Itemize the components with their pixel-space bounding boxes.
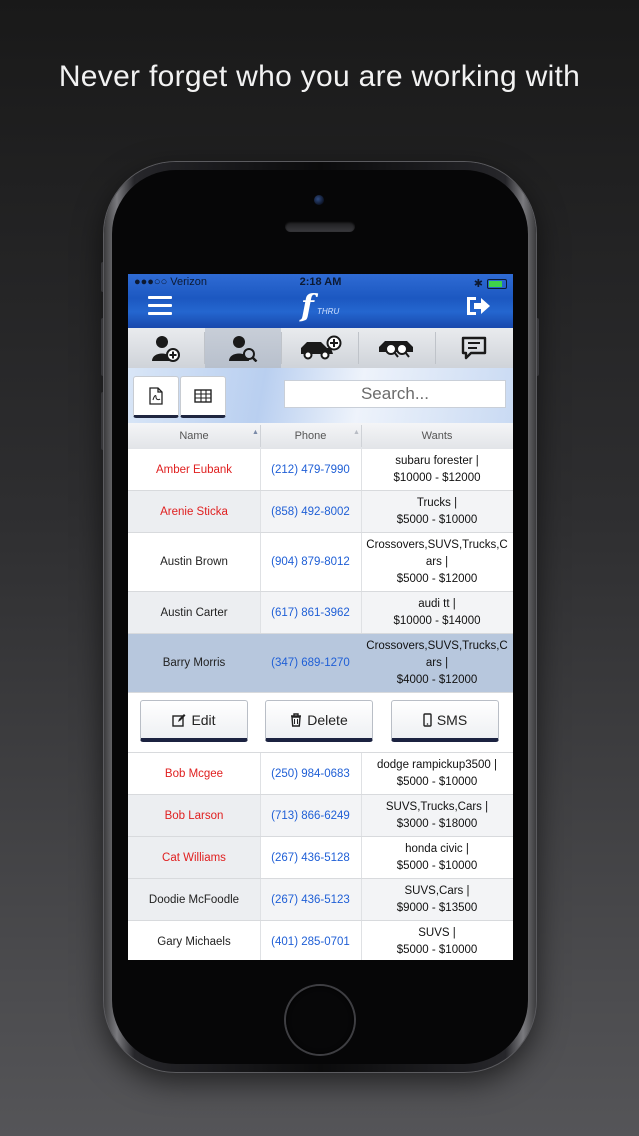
home-button[interactable] <box>286 986 354 1054</box>
status-bar <box>128 274 513 290</box>
carrier-label: ●●●○○ Verizon <box>134 276 207 288</box>
contact-wants: subaru forester | $10000 - $12000 <box>393 454 481 484</box>
contact-wants: SUVS,Trucks,Cars | $3000 - $18000 <box>385 800 489 830</box>
status-indicators <box>474 277 507 290</box>
tab-messages[interactable] <box>436 328 512 368</box>
front-camera <box>314 195 324 205</box>
menu-icon[interactable] <box>148 296 172 314</box>
sms-label: SMS <box>436 711 468 728</box>
contact-name: Gary Michaels <box>157 935 231 948</box>
column-header-wants[interactable]: Wants <box>421 430 453 442</box>
column-header-phone[interactable]: Phone <box>294 430 327 442</box>
headline: Never forget who you are working with <box>58 60 581 93</box>
add-contact-icon <box>151 334 181 362</box>
sms-button[interactable] <box>391 700 499 742</box>
contact-phone-link[interactable]: (267) 436-5128 <box>271 851 350 864</box>
logout-icon[interactable] <box>465 295 491 317</box>
app-logo-subtitle: THRU <box>317 307 340 316</box>
table-toolbar <box>128 368 513 423</box>
contact-name: Bob Larson <box>128 795 260 836</box>
contact-wants: SUVS | $5000 - $10000 <box>396 926 478 956</box>
table-row[interactable] <box>128 795 513 837</box>
table-row[interactable] <box>128 491 513 533</box>
contact-phone-link[interactable]: (347) 689-1270 <box>271 657 350 669</box>
export-spreadsheet-button[interactable] <box>180 376 226 418</box>
app-screen <box>128 274 513 960</box>
contact-phone-link[interactable]: (713) 866-6249 <box>271 809 350 822</box>
tab-add-vehicle[interactable] <box>282 328 358 368</box>
export-pdf-button[interactable] <box>133 376 179 418</box>
earpiece-speaker <box>285 221 355 232</box>
contact-phone-link[interactable]: (212) 479-7990 <box>271 463 350 476</box>
contacts-table <box>128 449 513 960</box>
delete-label: Delete <box>307 711 348 728</box>
contact-phone-link[interactable]: (250) 984-0683 <box>271 767 350 780</box>
edit-icon <box>172 713 186 727</box>
column-header-name[interactable]: Name <box>179 430 209 442</box>
contact-wants: Crossovers,SUVS,Trucks,C ars | $4000 - $12000 <box>366 639 508 686</box>
status-time: 2:18 AM <box>299 276 342 288</box>
app-logo: f <box>301 289 314 324</box>
mobile-phone-icon <box>423 713 432 727</box>
contact-wants: dodge rampickup3500 | $5000 - $10000 <box>377 758 497 788</box>
contact-phone-link[interactable]: (617) 861-3962 <box>271 606 350 619</box>
tab-search-contacts[interactable] <box>205 328 281 368</box>
battery-icon <box>487 279 507 289</box>
table-row-selected[interactable] <box>128 634 513 693</box>
contact-name: Barry Morris <box>162 657 226 669</box>
contact-wants: honda civic | $5000 - $10000 <box>396 842 478 872</box>
table-row[interactable] <box>128 449 513 491</box>
tab-add-contact[interactable] <box>128 328 204 368</box>
table-row[interactable] <box>128 879 513 921</box>
contact-wants: Crossovers,SUVS,Trucks,C ars | $5000 - $12000 <box>366 538 508 585</box>
table-icon <box>194 389 212 403</box>
contact-name: Austin Carter <box>128 592 260 633</box>
contact-phone-link[interactable]: (904) 879-8012 <box>271 556 350 568</box>
navigation-bar <box>128 274 513 328</box>
edit-label: Edit <box>191 711 216 728</box>
contact-phone-link[interactable]: (267) 436-5123 <box>271 893 350 906</box>
contact-phone-link[interactable]: (858) 492-8002 <box>271 505 350 518</box>
contact-name: Bob Mcgee <box>164 767 224 780</box>
table-header <box>128 423 513 450</box>
trash-icon <box>290 713 302 727</box>
tab-vehicle-search[interactable] <box>359 328 435 368</box>
table-row[interactable] <box>128 837 513 879</box>
vehicle-search-icon <box>377 335 417 361</box>
tab-bar <box>128 328 513 369</box>
bluetooth-icon: ✱ <box>473 278 483 290</box>
messages-icon <box>461 336 487 360</box>
contact-name: Amber Eubank <box>155 463 233 476</box>
contact-wants: SUVS,Cars | $9000 - $13500 <box>396 884 478 914</box>
contact-name: Cat Williams <box>128 837 260 878</box>
search-contacts-icon <box>228 334 258 362</box>
edit-button[interactable] <box>140 700 248 742</box>
search-input[interactable] <box>284 380 506 408</box>
table-row[interactable] <box>128 533 513 592</box>
table-row[interactable] <box>128 592 513 634</box>
contact-name: Austin Brown <box>160 556 228 568</box>
contact-name: Doodie McFoodle <box>128 879 260 920</box>
pdf-icon <box>148 387 164 405</box>
delete-button[interactable] <box>265 700 373 742</box>
sort-ascending-icon: ▲ <box>252 429 259 436</box>
table-row[interactable] <box>128 921 513 960</box>
contact-phone-link[interactable]: (401) 285-0701 <box>271 935 350 948</box>
add-vehicle-icon <box>298 335 342 361</box>
table-row[interactable] <box>128 753 513 795</box>
contact-name: Arenie Sticka <box>128 491 260 532</box>
row-actions <box>128 693 513 753</box>
contact-wants: Trucks | $5000 - $10000 <box>396 496 478 526</box>
contact-wants: audi tt | $10000 - $14000 <box>393 597 481 627</box>
sort-indicator-icon: ▲ <box>353 429 360 436</box>
